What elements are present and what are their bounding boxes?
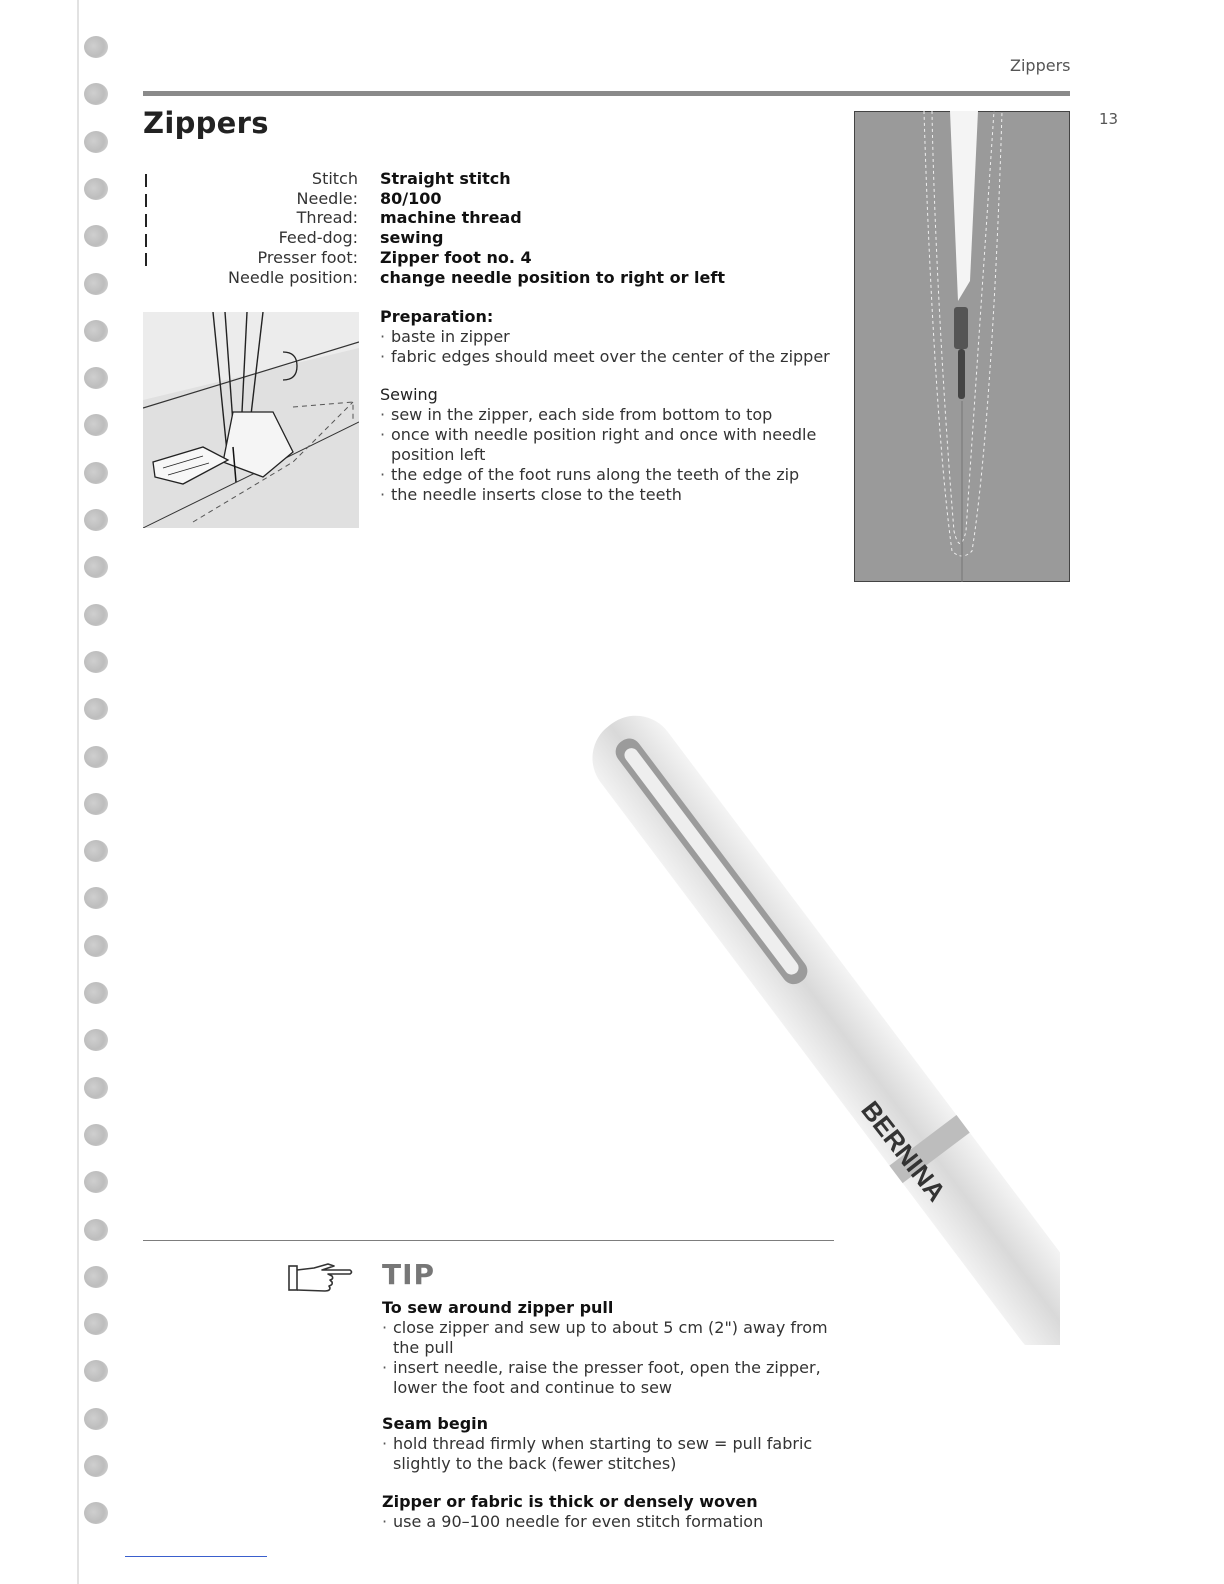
binding-hole: [84, 1029, 108, 1051]
tip-heading: Zipper or fabric is thick or densely woven: [382, 1492, 758, 1511]
binding-hole: [84, 982, 108, 1004]
spec-label-stitch: Stitch: [311, 169, 358, 188]
binding-hole: [84, 1313, 108, 1335]
binding-hole: [84, 367, 108, 389]
change-bar: [145, 253, 147, 266]
pointing-hand-icon: [288, 1260, 354, 1294]
list-item: · once with needle position right and once with needle position left: [380, 425, 840, 465]
binding-hole: [84, 887, 108, 909]
tip-heading: Seam begin: [382, 1414, 489, 1433]
binding-hole: [84, 604, 108, 626]
tip-title: TIP: [382, 1258, 436, 1291]
bernina-pen-image: [560, 715, 1060, 1345]
list-item: · the edge of the foot runs along the teeth of the zip: [380, 465, 840, 485]
binding-hole: [84, 178, 108, 200]
spec-value-thread: machine thread: [380, 208, 522, 227]
binding-hole: [84, 1171, 108, 1193]
zipper-photo: [854, 111, 1070, 582]
spec-label-needle-position: Needle position:: [228, 268, 358, 287]
change-bar: [145, 174, 147, 187]
tip-divider: [143, 1240, 834, 1241]
footer-link-line: [125, 1556, 267, 1557]
binding-hole: [84, 556, 108, 578]
preparation-list: [380, 327, 840, 367]
binding-hole: [84, 1502, 108, 1524]
list-item: · baste in zipper: [380, 327, 840, 347]
list-item: · fabric edges should meet over the center of the zipper: [380, 347, 840, 367]
spec-label-presser-foot: Presser foot:: [257, 248, 358, 267]
sewing-heading: Sewing: [380, 385, 438, 404]
binding-hole: [84, 36, 108, 58]
binding-hole: [84, 320, 108, 342]
tip-list: [382, 1318, 832, 1398]
spec-value-presser-foot: Zipper foot no. 4: [380, 248, 532, 267]
preparation-section: [380, 307, 840, 367]
binding-hole: [84, 840, 108, 862]
list-item: · insert needle, raise the presser foot, open the zipper, lower the foot and continue to sew: [382, 1358, 832, 1398]
tip-section-zipper-pull: [382, 1298, 832, 1398]
binding-hole: [84, 462, 108, 484]
list-item: · use a 90–100 needle for even stitch formation: [382, 1512, 832, 1532]
binding-hole: [84, 509, 108, 531]
top-rule: [143, 91, 1070, 96]
binding-hole: [84, 273, 108, 295]
binding-hole: [84, 1360, 108, 1382]
binding-hole: [84, 131, 108, 153]
binding-hole: [84, 1455, 108, 1477]
spec-value-feed-dog: sewing: [380, 228, 444, 247]
binding-hole: [84, 414, 108, 436]
page-title: Zippers: [143, 106, 269, 140]
tip-section-seam-begin: [382, 1414, 832, 1474]
spec-label-needle: Needle:: [296, 189, 358, 208]
binding-hole: [84, 225, 108, 247]
sewing-section: [380, 385, 840, 505]
spec-value-needle-position: change needle position to right or left: [380, 268, 725, 287]
list-item: · close zipper and sew up to about 5 cm (2") away from the pull: [382, 1318, 832, 1358]
binding-hole: [84, 651, 108, 673]
running-head: Zippers: [1010, 56, 1071, 75]
preparation-heading: Preparation:: [380, 307, 494, 326]
tip-section-thick-fabric: [382, 1492, 832, 1532]
page-number: 13: [1099, 110, 1119, 128]
binding-hole: [84, 1219, 108, 1241]
spec-value-needle: 80/100: [380, 189, 442, 208]
presser-foot-illustration: [143, 312, 359, 528]
tip-heading: To sew around zipper pull: [382, 1298, 614, 1317]
spec-label-feed-dog: Feed-dog:: [278, 228, 358, 247]
binding-hole: [84, 1077, 108, 1099]
sewing-list: [380, 405, 840, 505]
change-bar: [145, 214, 147, 227]
pen-brand-text: BERNINA: [855, 1095, 952, 1208]
list-item: · the needle inserts close to the teeth: [380, 485, 840, 505]
binding-hole: [84, 698, 108, 720]
binding-hole: [84, 746, 108, 768]
spec-label-thread: Thread:: [296, 208, 358, 227]
change-bar: [145, 234, 147, 247]
binding-hole: [84, 83, 108, 105]
binding-hole: [84, 935, 108, 957]
change-bar: [145, 194, 147, 207]
binding-hole: [84, 1124, 108, 1146]
spec-value-stitch: Straight stitch: [380, 169, 511, 188]
binding-spine: [77, 0, 79, 1584]
binding-hole: [84, 1266, 108, 1288]
binding-hole: [84, 793, 108, 815]
binding-hole: [84, 1408, 108, 1430]
tip-list: [382, 1512, 832, 1532]
list-item: · hold thread firmly when starting to sew = pull fabric slightly to the back (fewer stitches): [382, 1434, 832, 1474]
list-item: · sew in the zipper, each side from bottom to top: [380, 405, 840, 425]
binding-holes: [84, 36, 112, 1546]
tip-list: [382, 1434, 832, 1474]
